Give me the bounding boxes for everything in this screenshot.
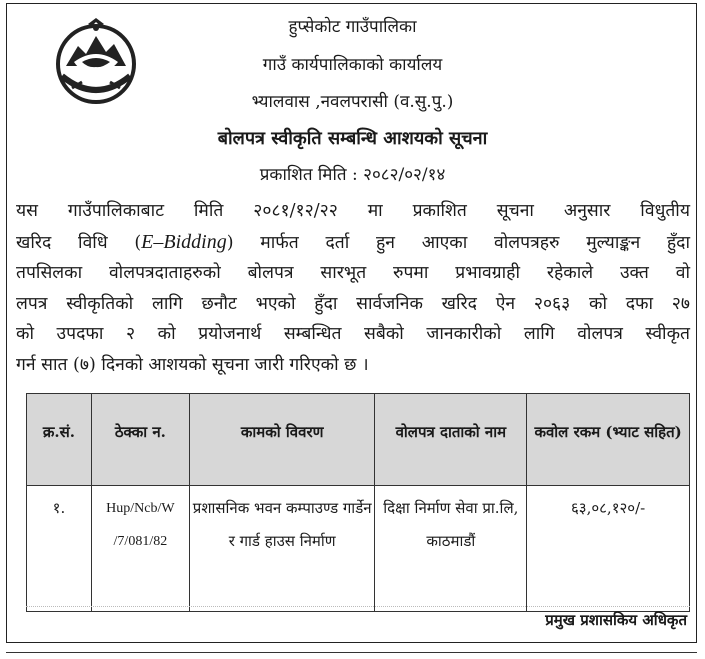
award-table <box>26 393 690 612</box>
office-name: गाउँ कार्यपालिकाको कार्यालय <box>262 55 443 75</box>
body-line: यस गाउँपालिकाबाट मिति २०८१/१२/२२ मा प्रकाशित सूचना अनुसार विधुतीय <box>16 201 690 221</box>
notice-body <box>16 196 690 380</box>
cell-sn: १. <box>27 486 92 612</box>
signatory-title: प्रमुख प्रशासकिय अधिकृत <box>545 611 687 629</box>
body-line <box>16 227 690 259</box>
municipality-name: हुप्सेकोट गाउँपालिका <box>288 17 417 37</box>
body-line2-post: ) मार्फत दर्ता हुन आएका वोलपत्रहरु मुल्याङ्कन हुँदा <box>226 232 691 253</box>
body-line: गर्न सात (७) दिनको आशयको सूचना जारी गरिएको छ । <box>16 354 369 375</box>
cell-description: प्रशासनिक भवन कम्पाउण्ड गार्डेन र गार्ड हाउस निर्माण <box>189 486 375 612</box>
col-header-amount: कवोल रकम (भ्याट सहित) <box>527 394 690 486</box>
e-bidding-text: E–Bidding <box>141 230 227 253</box>
cell-bidder: दिक्षा निर्माण सेवा प्रा.लि, काठमाडौं <box>375 486 527 612</box>
table-header-row <box>27 394 690 486</box>
body-line: को उपदफा २ को प्रयोजनार्थ सम्बन्धित सबैको जानकारीको लागि वोलपत्र स्वीकृत <box>16 324 690 344</box>
table-row <box>27 486 690 612</box>
col-header-contract-no: ठेक्का न. <box>91 394 189 486</box>
body-line: लपत्र स्वीकृतिको लागि छनौट भएको हुँदा सार्वजनिक खरिद ऐन २०६३ को दफा २७ <box>16 293 690 314</box>
published-date: प्रकाशित मिति : २०८२/०२/१४ <box>259 165 446 185</box>
signature-divider <box>26 606 690 607</box>
bottom-rule <box>6 652 697 653</box>
col-header-bidder: वोलपत्र दाताको नाम <box>375 394 527 486</box>
col-header-sn: क्र.सं. <box>27 394 92 486</box>
col-header-description: कामको विवरण <box>189 394 375 486</box>
body-line2-pre: खरिद विधि ( <box>16 232 142 253</box>
cell-amount: ६३,०८,१२०/- <box>527 486 690 612</box>
notice-title: बोलपत्र स्वीकृति सम्बन्धि आशयको सूचना <box>217 128 488 149</box>
cell-contract-no: Hup/Ncb/W /7/081/82 <box>91 486 189 612</box>
body-line: तपसिलका वोलपत्रदाताहरुको बोलपत्र सारभूत रुपमा प्रभावग्राही रहेकाले उक्त वो <box>16 263 690 283</box>
office-address: भ्यालवास ,नवलपरासी (व.सु.पु.) <box>251 92 454 112</box>
